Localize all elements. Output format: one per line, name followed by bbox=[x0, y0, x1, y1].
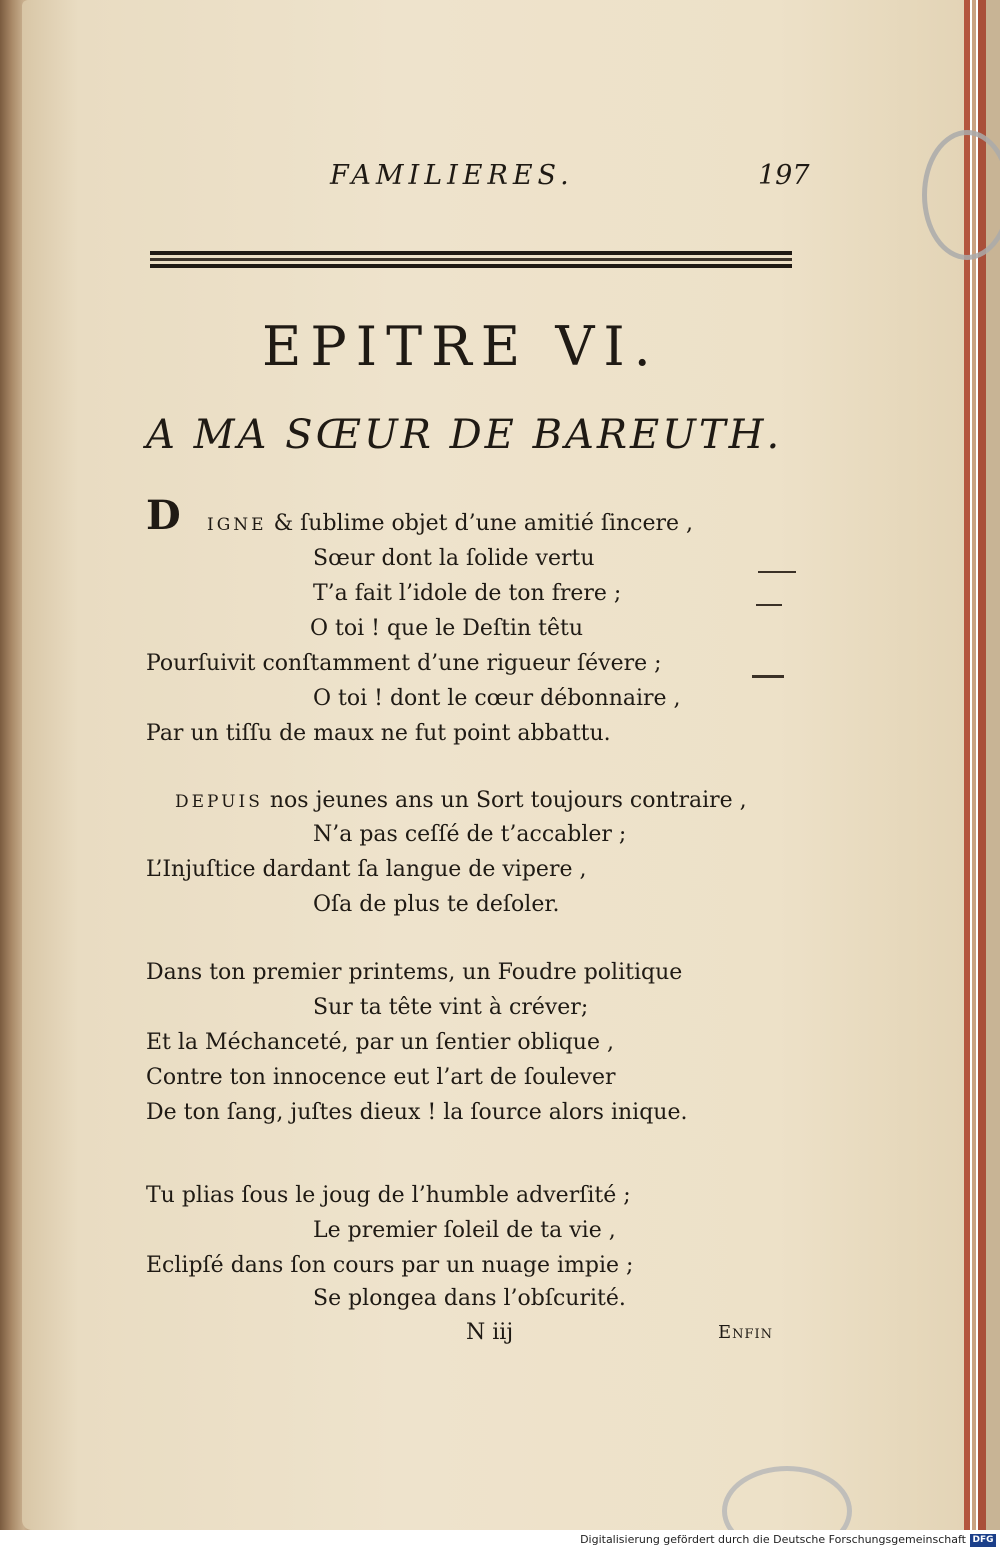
verse-line: Sœur dont la ſolide vertu bbox=[313, 546, 595, 571]
catchword: Enfin bbox=[718, 1322, 774, 1343]
digitization-credit: Digitalisierung gefördert durch die Deutsche Forschungsgemeinschaft bbox=[580, 1533, 966, 1546]
verse-line: IGNE & ſublime objet d’une amitié ſincere , bbox=[207, 511, 694, 536]
drop-cap: D bbox=[146, 492, 181, 539]
verse-line: T’a fait l’idole de ton frere ; bbox=[313, 581, 622, 606]
running-title: FAMILIERES. bbox=[330, 160, 574, 191]
page-number: 197 bbox=[758, 160, 810, 191]
margin-mark bbox=[758, 571, 796, 573]
verse-line: L’Injuſtice dardant ſa langue de vipere , bbox=[146, 857, 587, 882]
verse-line: N’a pas ceſſé de t’accabler ; bbox=[313, 822, 627, 847]
verse-line: Se plongea dans l’obſcurité. bbox=[313, 1286, 626, 1311]
verse-line: Contre ton innocence eut l’art de ſoulever bbox=[146, 1065, 616, 1090]
verse-line: Tu plias ſous le joug de l’humble adverſité ; bbox=[146, 1183, 631, 1208]
ornamental-rule bbox=[150, 251, 792, 255]
verse-line: O toi ! dont le cœur débonnaire , bbox=[313, 686, 681, 711]
small-caps-word: IGNE bbox=[207, 515, 267, 535]
ornamental-rule bbox=[150, 258, 792, 261]
verse-line: DEPUIS nos jeunes ans un Sort toujours contraire , bbox=[175, 788, 747, 813]
verse-line: Pourſuivit conſtamment d’une rigueur ſévere ; bbox=[146, 651, 662, 676]
verse-line: Et la Méchanceté, par un ſentier oblique , bbox=[146, 1030, 614, 1055]
margin-mark bbox=[752, 675, 784, 678]
verse-line: Sur ta tête vint à créver; bbox=[313, 995, 589, 1020]
verse-line: Oſa de plus te deſoler. bbox=[313, 892, 560, 917]
signature-mark: N iij bbox=[466, 1320, 514, 1345]
epistle-dedication: A MA SŒUR DE BAREUTH. bbox=[146, 412, 783, 458]
margin-mark bbox=[756, 604, 782, 606]
dfg-logo: DFG bbox=[970, 1534, 996, 1547]
verse-line: De ton ſang, juſtes dieux ! la ſource alors inique. bbox=[146, 1100, 688, 1125]
ornamental-rule bbox=[150, 264, 792, 268]
verse-line: Dans ton premier printems, un Foudre politique bbox=[146, 960, 683, 985]
epistle-title: EPITRE VI. bbox=[262, 315, 660, 378]
verse-line: Le premier ſoleil de ta vie , bbox=[313, 1218, 616, 1243]
small-caps-word: DEPUIS bbox=[175, 792, 263, 812]
verse-line: O toi ! que le Deſtin têtu bbox=[310, 616, 584, 641]
verse-line: Eclipſé dans ſon cours par un nuage impie ; bbox=[146, 1253, 634, 1278]
verse-line: Par un tiſſu de maux ne fut point abbattu. bbox=[146, 721, 611, 746]
